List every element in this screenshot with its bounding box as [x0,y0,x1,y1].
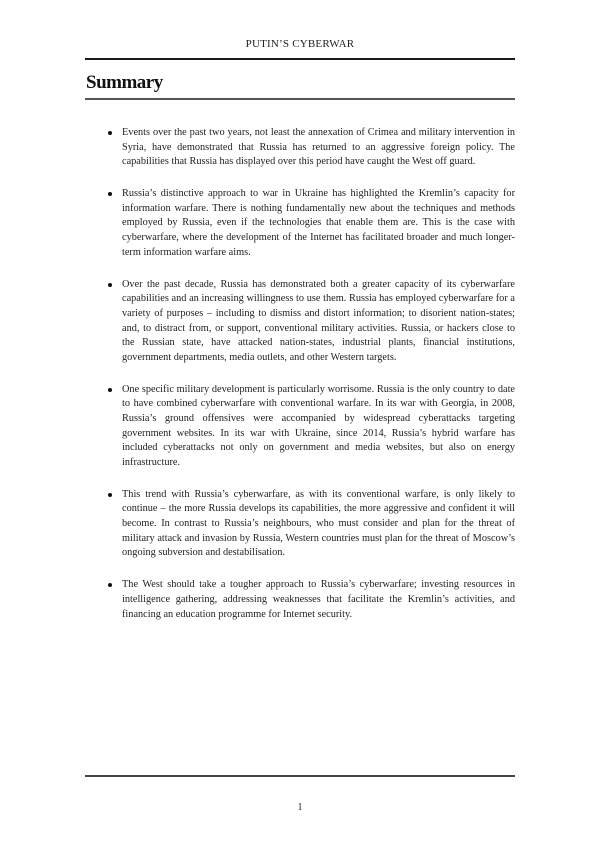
summary-bullet-item [0,383,515,471]
section-title: Summary [86,72,163,93]
summary-bullet-text: Events over the past two years, not least the annexation of Crimea and military intervention in Syria, have demonstrated that Russia has returned to an aggressive foreign policy. The capabilities that Russia has displayed over this period have caught the West off guard. [122,127,515,168]
bullet-icon [108,192,112,196]
summary-bullet-item [0,126,515,170]
footer-divider [85,775,515,777]
bullet-icon [108,283,112,287]
bullet-icon [108,131,112,135]
running-header-title: PUTIN’S CYBERWAR [245,38,355,50]
bullet-icon [108,583,112,587]
page-number: 1 [297,802,303,813]
summary-bullet-item [0,278,515,366]
section-title-divider [85,98,515,100]
summary-bullet-text: Over the past decade, Russia has demonstrated both a greater capacity of its cyberwarfare capabilities and an increasing willingness to use them. Russia has employed cyberwarfare for a variety of purposes – including to dismiss and distort information; to disorient nation-states; and, to distract from, or support, conventional military activities. Russia, or hackers close to the Russian state, have attacked nation-states, industrial plants, financial institutions, government departments, media outlets, and other Western targets. [122,278,515,363]
summary-bullet-list [0,126,600,640]
header-divider [85,58,515,60]
summary-bullet-item [0,187,515,260]
summary-bullet-text: Russia’s distinctive approach to war in Ukraine has highlighted the Kremlin’s capacity for information warfare. There is nothing fundamentally new about the techniques and methods employed by Russia, even if the technologies that enable them are. This is the case with cyberwarfare, where the development of the Internet has facilitated broader and much longer-term information warfare aims. [122,188,515,258]
summary-bullet-item [0,488,515,561]
summary-bullet-text: This trend with Russia’s cyberwarfare, as with its conventional warfare, is only likely to continue – the more Russia develops its capabilities, the more aggressive and confident it will become. In contrast to Russia’s neighbours, who must consider and plan for the threat of military attack and invasion by Russia, Western countries must plan for the threat of Moscow’s ongoing subversion and destabilisation. [122,488,515,559]
summary-bullet-item [0,578,515,622]
summary-bullet-text: One specific military development is particularly worrisome. Russia is the only country to date to have combined cyberwarfare with conventional warfare. In its war with Georgia, in 2008, Russia’s ground offensives were accompanied by widespread cyberattacks targeting government websites. In its war with Ukraine, since 2014, Russia’s hybrid warfare has included cyberattacks not only on government and media websites, but also on energy infrastructure. [122,383,515,468]
summary-bullet-text: The West should take a tougher approach to Russia’s cyberwarfare; investing resources in intelligence gathering, addressing weaknesses that facilitate the Kremlin’s activities, and financing an education programme for Internet security. [122,579,515,620]
bullet-icon [108,493,112,497]
bullet-icon [108,388,112,392]
